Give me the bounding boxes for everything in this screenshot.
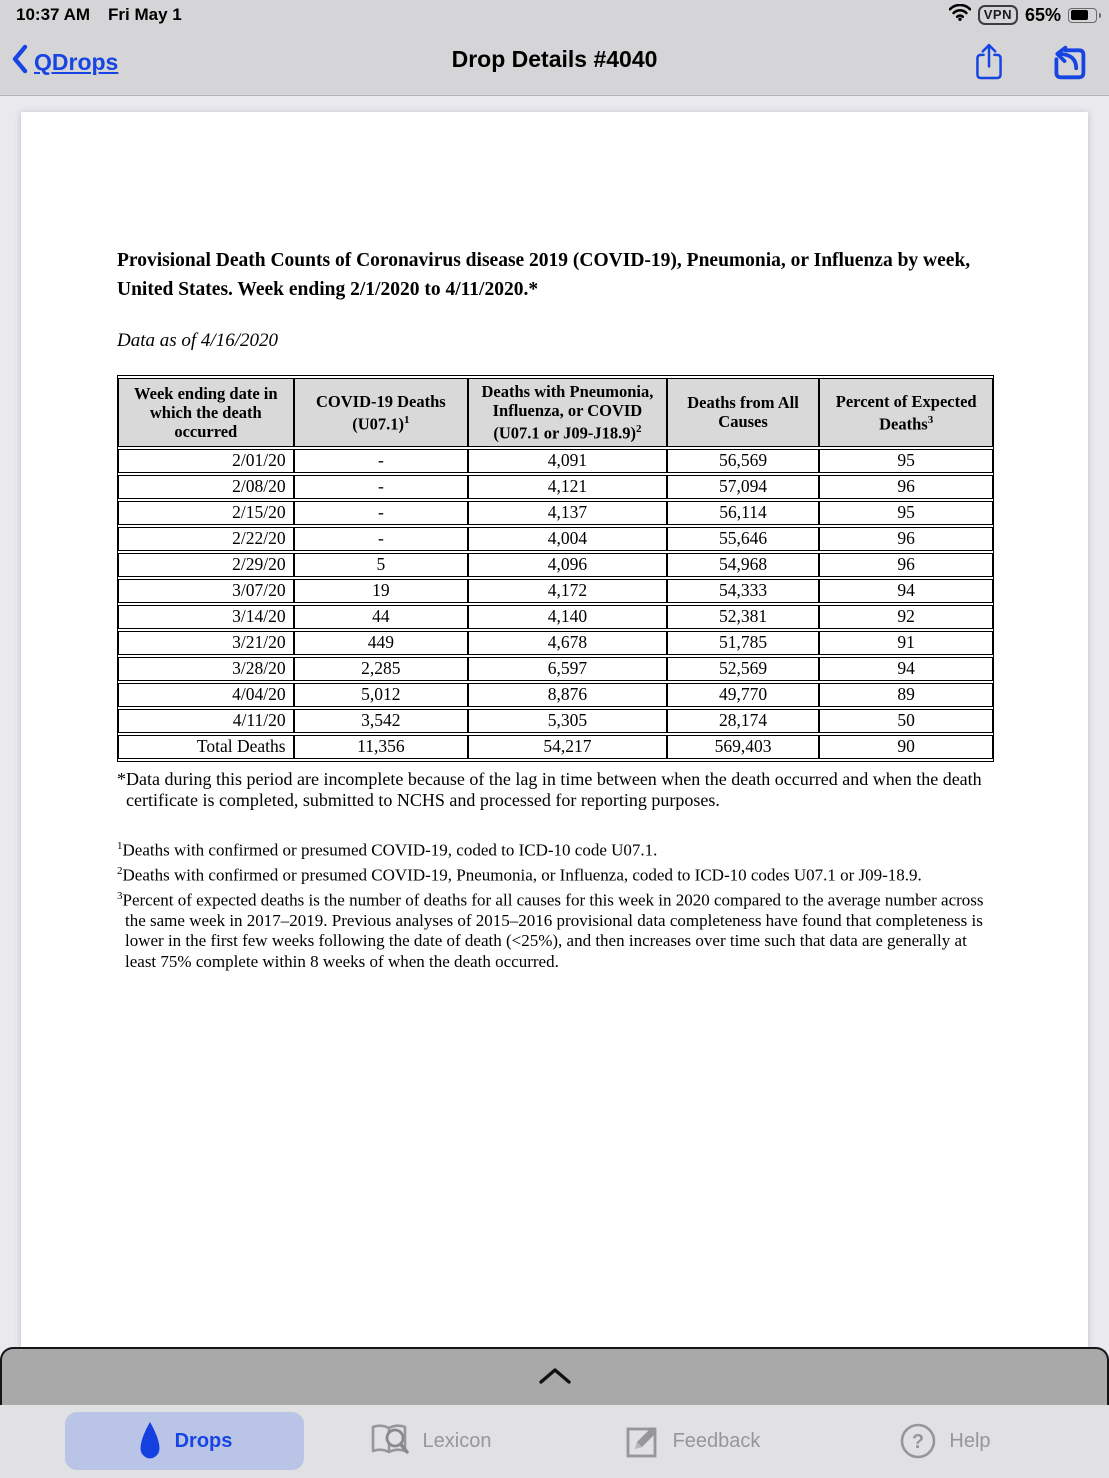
table-cell: 569,403 <box>667 735 820 759</box>
tab-lexicon[interactable] <box>360 1412 500 1470</box>
table-cell: 94 <box>819 579 993 603</box>
footnote: $^2$Deaths with confirmed or presumed COVID-19, Pneumonia, or Influenza, coded to ICD-10 codes U07.1 or J09-18.9. <box>117 864 922 885</box>
table-row <box>118 449 993 473</box>
table-cell: 56,569 <box>667 449 820 473</box>
table-cell: 95 <box>819 501 993 525</box>
table-row <box>118 579 993 603</box>
table-row <box>118 501 993 525</box>
table-cell: 28,174 <box>667 709 820 733</box>
table-cell: - <box>294 527 469 551</box>
table-cell: 55,646 <box>667 527 820 551</box>
table-cell: 4/11/20 <box>118 709 294 733</box>
table-cell: 4,096 <box>468 553 667 577</box>
table-cell: 96 <box>819 553 993 577</box>
drawer-handle[interactable] <box>0 1347 1109 1407</box>
footnotes <box>117 836 1001 973</box>
feedback-pencil-icon <box>625 1423 661 1459</box>
table-cell: 51,785 <box>667 631 820 655</box>
document-content <box>117 112 1007 972</box>
table-cell: 4,137 <box>468 501 667 525</box>
table-cell: 50 <box>819 709 993 733</box>
table-row <box>118 527 993 551</box>
table-body <box>118 449 993 759</box>
table-cell: 4,172 <box>468 579 667 603</box>
table-row <box>118 657 993 681</box>
vpn-badge: VPN <box>978 5 1018 25</box>
tab-label: Feedback <box>672 1429 761 1452</box>
table-cell: 49,770 <box>667 683 820 707</box>
column-header: COVID-19 Deaths $(U07.1)^1$ <box>294 378 469 447</box>
table-row <box>118 735 993 759</box>
table-cell: - <box>294 501 469 525</box>
column-header: Deaths from All Causes <box>667 378 820 447</box>
table-row <box>118 553 993 577</box>
column-header: Percent of Expected Deaths$^3$ <box>819 378 993 447</box>
battery-tip <box>1099 13 1101 18</box>
tab-label: Help <box>949 1429 991 1452</box>
battery-icon <box>1068 8 1097 23</box>
table-row <box>118 683 993 707</box>
battery-percent: 65% <box>1024 4 1061 25</box>
table-row <box>118 709 993 733</box>
lexicon-book-icon <box>369 1423 411 1459</box>
tab-label: Lexicon <box>422 1429 492 1452</box>
table-cell: 95 <box>819 449 993 473</box>
table-cell: 2/01/20 <box>118 449 294 473</box>
svg-text:?: ? <box>912 1431 925 1453</box>
nav-row <box>0 40 1109 86</box>
table-cell: 56,114 <box>667 501 820 525</box>
table-cell: 3,542 <box>294 709 469 733</box>
status-bar-left <box>16 5 182 25</box>
table-cell: - <box>294 449 469 473</box>
table-cell: 44 <box>294 605 469 629</box>
share-icon[interactable] <box>973 42 1005 82</box>
table-cell: 90 <box>819 735 993 759</box>
table-cell: 11,356 <box>294 735 469 759</box>
page-title: Drop Details #4040 <box>451 46 658 72</box>
table-cell: 5,305 <box>468 709 667 733</box>
table-cell: 52,569 <box>667 657 820 681</box>
drop-icon <box>137 1421 163 1461</box>
table-cell: 4,091 <box>468 449 667 473</box>
tab-feedback[interactable] <box>615 1412 770 1470</box>
table-cell: 5,012 <box>294 683 469 707</box>
status-date: Fri May 1 <box>108 5 182 24</box>
table-cell: 3/07/20 <box>118 579 294 603</box>
table-cell: 8,876 <box>468 683 667 707</box>
table-cell: 89 <box>819 683 993 707</box>
table-row <box>118 605 993 629</box>
navigation-bar <box>0 0 1109 96</box>
table-cell: - <box>294 475 469 499</box>
column-header: Week ending date in which the death occurred <box>118 378 294 447</box>
table-row <box>118 475 993 499</box>
table-cell: 52,381 <box>667 605 820 629</box>
table-cell: 57,094 <box>667 475 820 499</box>
wifi-icon <box>949 4 971 26</box>
table-cell: 94 <box>819 657 993 681</box>
status-bar-right <box>949 3 1101 27</box>
table-cell: 54,217 <box>468 735 667 759</box>
footnote: $^1$Deaths with confirmed or presumed COVID-19, coded to ICD-10 code U07.1. <box>117 839 658 860</box>
table-cell: 2/29/20 <box>118 553 294 577</box>
table-cell: 54,333 <box>667 579 820 603</box>
table-cell: 2/15/20 <box>118 501 294 525</box>
table-cell: 4,004 <box>468 527 667 551</box>
table-cell: 3/21/20 <box>118 631 294 655</box>
table-cell: 2/08/20 <box>118 475 294 499</box>
table-cell: 54,968 <box>667 553 820 577</box>
table-cell: 19 <box>294 579 469 603</box>
table-cell: 2,285 <box>294 657 469 681</box>
table-cell: 449 <box>294 631 469 655</box>
tab-label: Drops <box>174 1429 233 1452</box>
table-row <box>118 631 993 655</box>
table-cell: 96 <box>819 527 993 551</box>
table-cell: 96 <box>819 475 993 499</box>
table-cell: 4,121 <box>468 475 667 499</box>
table-cell: 4/04/20 <box>118 683 294 707</box>
table-cell: 92 <box>819 605 993 629</box>
table-cell: 6,597 <box>468 657 667 681</box>
tab-drops[interactable] <box>65 1412 304 1470</box>
tab-bar <box>0 1405 1109 1478</box>
table-cell: 3/14/20 <box>118 605 294 629</box>
table-cell: 4,678 <box>468 631 667 655</box>
tab-help[interactable] <box>890 1412 1000 1470</box>
document-page[interactable] <box>21 112 1088 1347</box>
status-time: 10:37 AM <box>16 5 91 24</box>
help-icon <box>899 1422 937 1460</box>
table-cell: Total Deaths <box>118 735 294 759</box>
document-title: Provisional Death Counts of Coronavirus disease 2019 (COVID-19), Pneumonia, or Influenza by week, United States. Week ending 2/1/2020 to 4/11/2020.* <box>117 250 971 300</box>
asterisk-note: *Data during this period are incomplete because of the lag in time between when the death occurred and when the death certificate is completed, submitted to NCHS and processed for reporting purposes. <box>117 768 982 810</box>
table-cell: 5 <box>294 553 469 577</box>
table-cell: 3/28/20 <box>118 657 294 681</box>
open-in-icon[interactable] <box>1051 43 1087 81</box>
death-counts-table <box>117 375 994 762</box>
data-as-of: Data as of 4/16/2020 <box>117 330 278 351</box>
back-button-label: QDrops <box>34 48 119 75</box>
table-header-row <box>118 378 993 447</box>
table-cell: 4,140 <box>468 605 667 629</box>
footnote: $^3$Percent of expected deaths is the number of deaths for all causes for this week in 2020 compared to the average number across the same week in 2017–2019. Previous analyses of 2015–2016 provisional data completeness have found that completeness is lower in the first few weeks following the date of death (<25%), and then increases over time such that data are generally at least 75% complete within 8 weeks of when the death occurred. <box>117 889 984 971</box>
column-header: Deaths with Pneumonia, Influenza, or COVID (U07.1 or J09-J18.9)$^2$ <box>468 378 667 447</box>
table-cell: 2/22/20 <box>118 527 294 551</box>
table-cell: 91 <box>819 631 993 655</box>
